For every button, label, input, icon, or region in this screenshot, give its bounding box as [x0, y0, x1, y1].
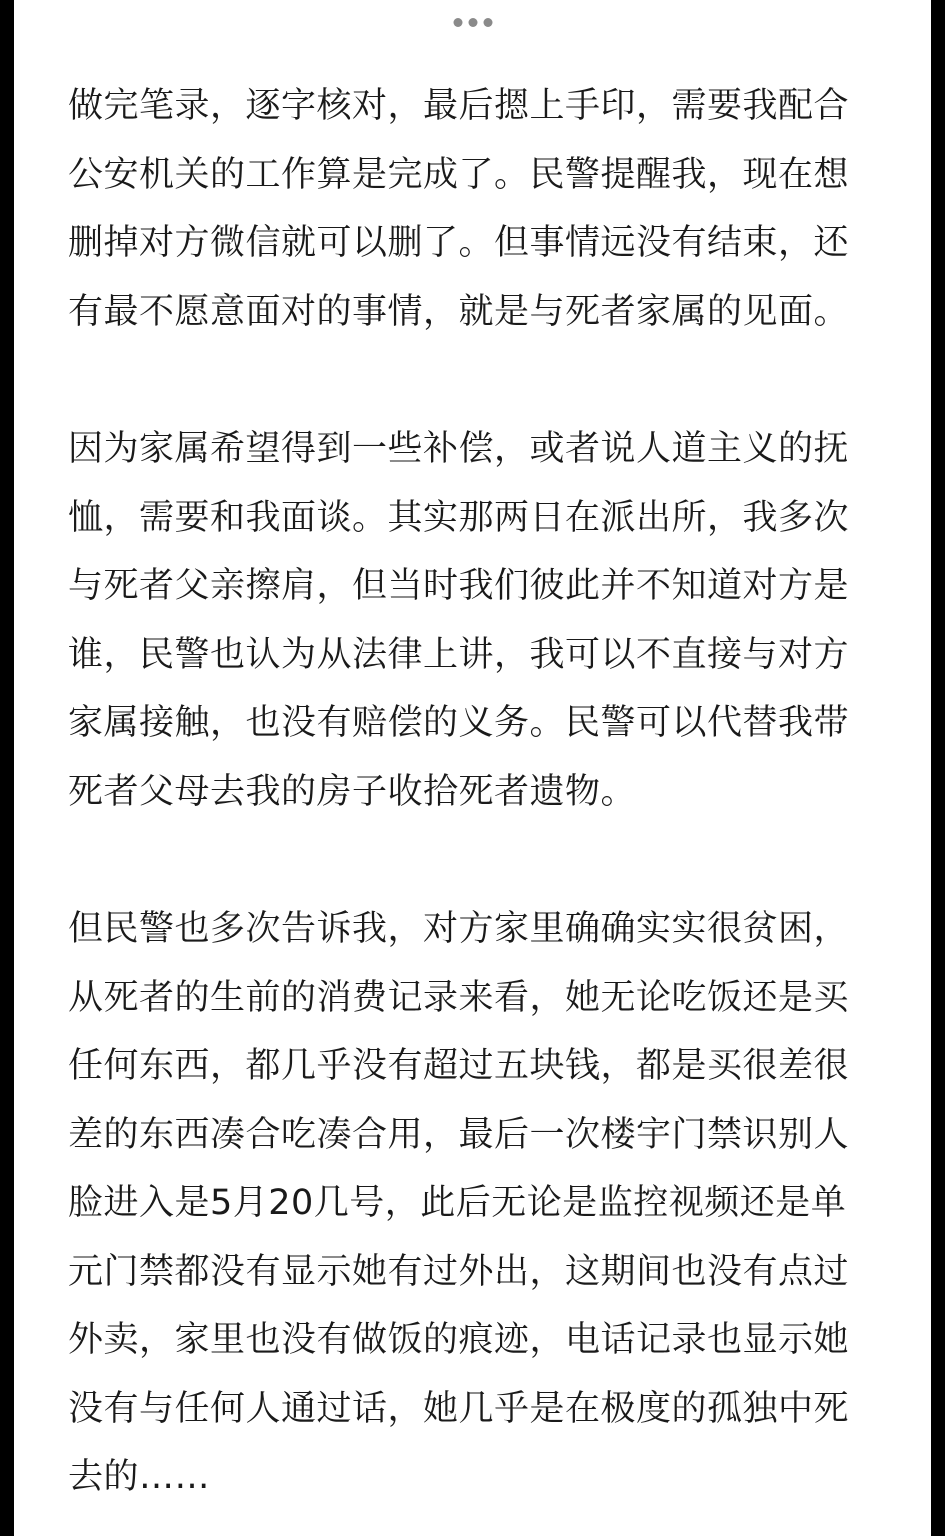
- dot: [453, 18, 462, 27]
- more-dots-icon[interactable]: [453, 18, 492, 27]
- dot: [483, 18, 492, 27]
- paragraph-1: 做完笔录，逐字核对，最后摁上手印，需要我配合公安机关的工作算是完成了。民警提醒我，现在想删掉对方微信就可以删了。但事情远没有结束，还有最不愿意面对的事情，就是与死者家属的见面。: [68, 86, 850, 332]
- article-page: [14, 0, 931, 1536]
- paragraph-2: 因为家属希望得到一些补偿，或者说人道主义的抚恤，需要和我面谈。其实那两日在派出所，我多次与死者父亲擦肩，但当时我们彼此并不知道对方是谁，民警也认为从法律上讲，我可以不直接与对方家属接触，也没有赔偿的义务。民警可以代替我带死者父母去我的房子收拾死者遗物。: [68, 429, 850, 812]
- dot: [468, 18, 477, 27]
- article-body: [68, 72, 880, 1512]
- paragraph-3: 但民警也多次告诉我，对方家里确确实实很贫困，从死者的生前的消费记录来看，她无论吃饭还是买任何东西，都几乎没有超过五块钱，都是买很差很差的东西凑合吃凑合用，最后一次楼宇门禁识别人脸进入是5月20几号，此后无论是监控视频还是单元门禁都没有显示她有过外出，这期间也没有点过外卖，家里也没有做饭的痕迹，电话记录也显示她没有与任何人通过话，她几乎是在极度的孤独中死去的……: [68, 909, 850, 1497]
